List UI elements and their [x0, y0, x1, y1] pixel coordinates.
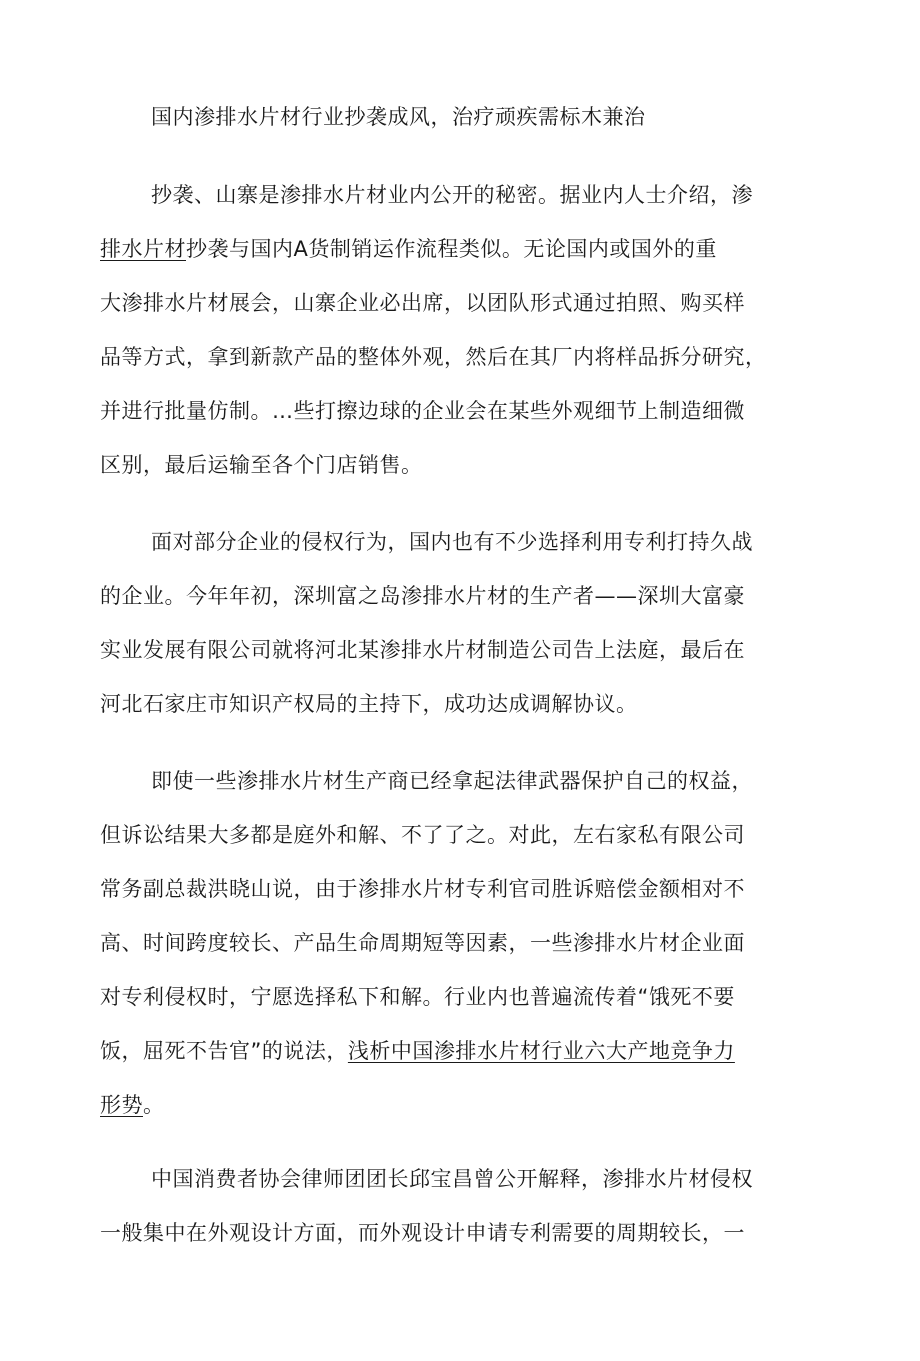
paragraph-line: 区别，最后运输至各个门店销售。 — [100, 453, 423, 477]
paragraph-line: 对专利侵权时，宁愿选择私下和解。行业内也普遍流传着“饿死不要 — [100, 985, 735, 1009]
paragraph-line: 大渗排水片材展会，山寨企业必出席，以团队形式通过拍照、购买样 — [100, 291, 745, 315]
paragraph-line — [100, 1078, 790, 1132]
paragraph-1 — [100, 168, 790, 492]
paragraph-line: 河北石家庄市知识产权局的主持下，成功达成调解协议。 — [100, 692, 638, 716]
paragraph-2 — [100, 515, 790, 731]
line-text: 饭，屈死不告官”的说法， — [100, 1039, 348, 1063]
paragraph-line: 品等方式，拿到新款产品的整体外观，然后在其厂内将样品拆分研究， — [100, 345, 767, 369]
paragraph-line: 一般集中在外观设计方面，而外观设计申请专利需要的周期较长，一 — [100, 1221, 745, 1245]
paragraph-4 — [100, 1152, 790, 1260]
paragraph-line: 并进行批量仿制。…些打擦边球的企业会在某些外观细节上制造细微 — [100, 399, 745, 423]
link-industry-analysis[interactable]: 浅析中国渗排水片材行业六大产地竞争力 — [347, 1039, 735, 1063]
paragraph-line: 即使一些渗排水片材生产商已经拿起法律武器保护自己的权益， — [151, 769, 753, 793]
paragraph-line: 的企业。今年年初，深圳富之岛渗排水片材的生产者——深圳大富豪 — [100, 584, 745, 608]
paragraph-line: 抄袭、山寨是渗排水片材业内公开的秘密。据业内人士介绍，渗 — [151, 183, 753, 207]
line-text: 抄袭与国内A货制销运作流程类似。无论国内或国外的重 — [186, 237, 717, 261]
link-industry-analysis-continued[interactable]: 形势 — [100, 1093, 143, 1117]
article-title: 国内渗排水片材行业抄袭成风，治疗顽疾需标木兼治 — [151, 105, 646, 129]
line-text: 。 — [143, 1093, 165, 1117]
paragraph-line — [100, 222, 790, 276]
paragraph-line: 面对部分企业的侵权行为，国内也有不少选择利用专利打持久战 — [151, 530, 753, 554]
paragraph-line: 实业发展有限公司就将河北某渗排水片材制造公司告上法庭，最后在 — [100, 638, 745, 662]
paragraph-line: 中国消费者协会律师团团长邱宝昌曾公开解释，渗排水片材侵权 — [151, 1167, 753, 1191]
link-drainage-sheet[interactable]: 排水片材 — [100, 237, 186, 261]
paragraph-3 — [100, 754, 790, 1132]
paragraph-line: 但诉讼结果大多都是庭外和解、不了了之。对此，左右家私有限公司 — [100, 823, 745, 847]
paragraph-line — [100, 1024, 790, 1078]
paragraph-line: 高、时间跨度较长、产品生命周期短等因素，一些渗排水片材企业面 — [100, 931, 745, 955]
paragraph-line: 常务副总裁洪晓山说，由于渗排水片材专利官司胜诉赔偿金额相对不 — [100, 877, 745, 901]
